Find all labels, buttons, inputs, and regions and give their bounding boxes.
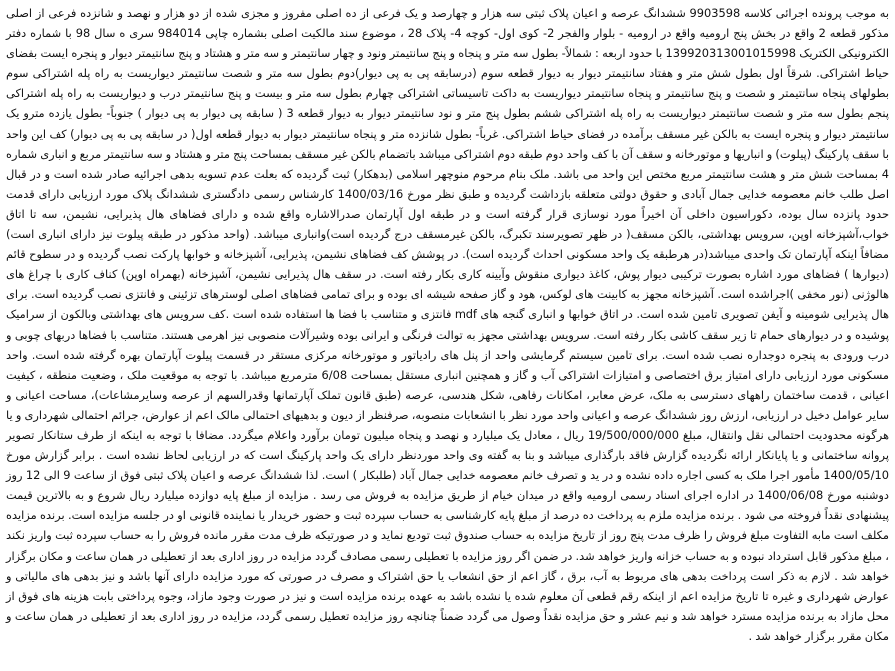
auction-notice-text: به موجب پرونده اجرائی کلاسه 9903598 ششدانگ عرصه و اعیان پلاک ثبتی سه هزار و چهارصد و یک فرعی از ده اصلی مفروز و مجزی شده از دو هزار و نهصد و شانزده فرعی از اصلی مذکور قطعه 2 واقع در بخش پنج ارومیه واقع در ارومیه - بلوار والفجر 2- کوی اول- کوچه 4- پلاک 28 ، موضوع سند مالکیت اصلی بشماره چاپی 984014 سری ه سال 98 با شماره دفتر الکترونیکی الکتریک 139920313001015998 با حدود اربعه : شمالاً- بطول سه متر و پنجاه و پنج سانتیمتر ونود و چهار سانتیمتر و سه متر و هشتاد و پنج سانتیمتر دیوار و پنجره ایست بفضای حیاط اشتراکی. شرقاً اول بطول شش متر و هفتاد سانتیمتر دیوار به دیوار قطعه سوم (درسابقه پی به پی دیوار)دوم بطول سه متر و شصت سانتیمتر دیواریست به راه پله اشتراکی سوم بطولهای پنجاه سانتیمتر و شصت و پنج سانتیمتر و پنجاه سانتیمتر دیواریست به داکت تاسیساتی اشتراکی چهارم بطول سه متر و بیست و پنج سانتیمتر درب و دیواریست به راه پله اشتراکی پنجم بطول سه متر و شصت سانتیمتر دیواریست به راه پله اشتراکی ششم بطول پنج متر و نود سانتیمتر دیوار به دیوار قطعه 3 ( سابقه پی دیوار به پی دیوار ) جنوباً- بطول یازده مترو یک سانتیمتر دیوار و پنجره ایست به بالکن غیر مسقف برآمده در فضای حیاط اشتراکی. غرباً- بطول شانزده متر و پنجاه سانتیمتر دیوار به دیوار قطعه اول( در سابقه پی به پی دیوار) کف این واحد با سقف پارکینگ (پیلوت) و انباریها و موتورخانه و سقف آن با کف واحد دوم طبقه دوم اشتراکی میباشد باتضمام بالکن غیر مسقف بمساحت پنج متر و هشتاد و سه سانتیمتر مربع و انباری شماره 4 بمساحت شش متر و هشت سانتیمتر مربع مختص این واحد می باشد. ملک بنام مرحوم منوچهر اسلامی (بدهکار) ثبت گردیده که بعلت عدم تسویه بدهی اجرائیه صادر شده است و در قبال اصل طلب خانم معصومه خدایی جمال آبادی و حقوق دولتی متعلقه بازداشت گردیده و طبق نظر مورخ 1400/03/16 کارشناس رسمی دادگستری ششدانگ پلاک مورد ارزیابی دارای قدمت حدود پانزده سال بوده، دکوراسیون داخلی آن اخیراً مورد نوسازی قرار گرفته است و در طبقه اول آپارتمان صدرالاشاره واقع شده و دارای فضاهای هال پذیرایی، نشیمن، سه تا اتاق خواب،آشپزخانه اوپن، سرویس بهداشتی، بالکن مسقف( در ظهر تصویرسند تکبرگ، بالکن غیرمسقف درج گردیده است)وانباری میباشد. (واحد مذکور در طبقه پیلوت نیز دارای انباری است) مضافاً اینکه آپارتمان تک واحدی میباشد(در هرطبقه یک واحد مسکونی احداث گردیده است). در پوشش کف فضاهای نشیمن، پذیرایی، آشپزخانه و خوابها پارکت نصب گردیده و در سطوح قائم (دیوارها ) فضاهای مورد اشاره بصورت ترکیبی دیوار پوش، کاغذ دیواری منقوش وآیینه کاری بکار رفته است. در سقف هال پذیرایی نشیمن، آشپزخانه (بهمراه اوپن) کناف کاری با چراغ های هالوژنی (نور مخفی )اجراشده است. آشپزخانه مجهز به کابینت های لوکس، هود و گاز صفحه شیشه ای بوده و برای تمامی فضاهای اصلی لوسترهای تزئینی و فانتزی نصب گردیده است. برای هال پذیرایی شومینه و آیفن تصویری تامین شده است. در اتاق خوابها و انباری گنجه های mdf فانتزی و متناسب با فضا ها استفاده شده است .کف سرویس های بهداشتی وبالکون از سرامیک پوشیده و در دیوارهای حمام تا زیر سقف کاشی بکار رفته است. سرویس بهداشتی مجهز به توالت فرنگی و ایرانی بوده وشیرآلات منصوبی نیز اهرمی هستند. متناسب با فضاها دربهای چوبی و درب ورودی به پنجره دوجداره نصب شده است. برای تامین سیستم گرمایشی واحد از پنل های رادیاتور و موتورخانه مرکزی مستقر در قسمت پیلوت آپارتمان بهره گرفته شده است. واحد مسکونی مورد ارزیابی دارای امتیاز برق اختصاصی و امتیازات اشتراکی آب و گاز و همچنین انباری مستقل بمساحت 6/08 مترمربع میباشد. با توجه به موقعیت ملک ، وضعیت منطقه ، کیفیت اعیانی ، قدمت ساختمان راههای دسترسی به ملک، عرض معابر، امکانات رفاهی، شکل هندسی، عرصه (طبق قانون تملک آپارتمانها وقدرالسهم از عرصه وسایرمشاعات)، مساحت اعیانی و سایر عوامل دخیل در ارزیابی، ارزش روز ششدانگ عرصه و اعیانی واحد مورد نظر با انشعابات منصوبه، صرفنظر از دیون و بدهیهای احتمالی مالک اعم از عوارض، جرائم احتمالی شهرداری و یا هرگونه محدودیت احتمالی نقل وانتقال، مبلغ 19/500/000/000 ریال ، معادل یک میلیارد و نهصد و پنجاه میلیون تومان برآورد واعلام میگردد. مضافا با توجه به اینکه از طرف ستانکار تصویر پروانه ساختمانی و یا پایانکار ارائه نگردیده گزارش فاقد بارگذاری میباشد و بنا به گفته وی واحد موردنظر دارای یک واحد پارکینگ است که در ارزیابی لحاظ نشده است . برابر گزارش مورخ 1400/05/10 مأمور اجرا ملک به کسی اجاره داده نشده و در ید و تصرف خانم معصومه خدایی جمال آباد (طلبکار ) است. لذا ششدانگ عرصه و اعیان پلاک ثبتی فوق از ساعت 9 الی 12 روز دوشنبه مورخ 1400/06/08 در اداره اجرای اسناد رسمی ارومیه واقع در میدان خیام از طریق مزایده به فروش می رسد . مزایده از مبلغ پایه دوازده میلیارد ریال شروع و به بالاترین قیمت پیشنهادی نقداً فروخته می شود . برنده مزایده ملزم به پرداخت ده درصد از مبلغ پایه کارشناسی به حساب سپرده ثبت و حضور خریدار یا نماینده قانونی او در جلسه مزایده است. برنده مزایده مکلف است مابه التفاوت مبلغ فروش را ظرف مدت پنج روز از تاریخ مزایده به حساب صندوق ثبت تودیع نماید و در صورتیکه ظرف مدت مقرر مانده فروش را به حساب سپرده ثبت واریز نکند ، مبلغ مذکور قابل استرداد نبوده و به حساب خزانه واریز خواهد شد. در ضمن اگر روز مزایده با تعطیلی رسمی مصادف گردد مزایده در روز اداری بعد از تعطیلی در همان ساعت و مکان برگزار خواهد شد . لازم به ذکر است پرداخت بدهی های مربوط به آب، برق ، گاز اعم از حق انشعاب یا حق اشتراک و مصرف در صورتی که مورد مزایده دارای آنها باشد و نیز بدهی های مالیاتی و عوارض شهرداری و غیره تا تاریخ مزایده اعم از اینکه رقم قطعی آن معلوم شده یا نشده باشد به عهده برنده مزایده است و نیز در صورت وجود مازاد، وجوه پرداختی بابت هزینه های فوق از محل مازاد به برنده مزایده مسترد خواهد شد و نیم عشر و حق مزایده نقداً وصول می گردد ضمناً چنانچه روز مزایده تعطیل رسمی گردد، مزایده در روز اداری بعد از تعطیلی در همان ساعت و مکان مقرر برگزار خواهد شد . bbox=[6, 6, 890, 643]
